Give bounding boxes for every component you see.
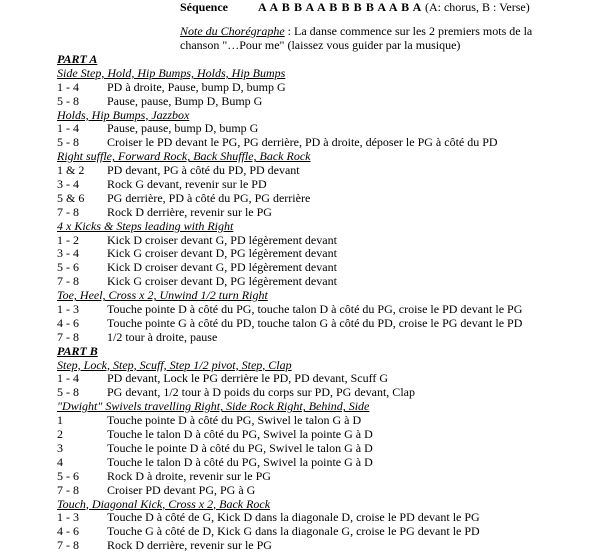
step-count: 1 - 2	[57, 232, 79, 247]
step-count: 1	[57, 413, 63, 428]
step-sheet	[57, 53, 597, 553]
step-description: Touche pointe D à côté du PG, touche talon D à côté du PG, croise le PD devant le PG	[107, 302, 523, 317]
sequence-row	[180, 0, 530, 14]
step-row	[57, 122, 597, 136]
step-count: 5 & 6	[57, 190, 85, 205]
step-count: 1 - 4	[57, 79, 79, 94]
step-count: 1 - 4	[57, 121, 79, 136]
section-heading: Right suffle, Forward Rock, Back Shuffle, Back Rock	[57, 149, 311, 164]
step-count: 3	[57, 440, 63, 455]
step-description: Rock D derrière, revenir sur le PG	[107, 538, 272, 553]
section-heading: Touch, Diagonal Kick, Cross x 2, Back Rock	[57, 496, 271, 511]
step-description: Kick G croiser devant D, PG légèrement devant	[107, 246, 337, 261]
step-row	[57, 95, 597, 109]
step-count: 5 - 8	[57, 93, 79, 108]
step-count: 7 - 8	[57, 204, 79, 219]
sequence-label: Séquence	[180, 0, 228, 14]
step-count: 5 - 8	[57, 385, 79, 400]
step-row	[57, 331, 597, 345]
step-description: Pause, pause, bump D, bump G	[107, 121, 259, 136]
step-row	[57, 372, 597, 386]
choreographer-note-label: Note du Chorégraphe	[180, 24, 285, 38]
step-description: 1/2 tour à droite, pause	[107, 329, 218, 344]
section-heading: 4 x Kicks & Steps leading with Right	[57, 218, 234, 233]
step-row	[57, 303, 597, 317]
step-count: 7 - 8	[57, 538, 79, 553]
step-description: Croiser le PD devant le PG, PG derrière, PD à droite, déposer le PG à côté du PD	[107, 135, 498, 150]
step-row	[57, 539, 597, 553]
step-count: 7 - 8	[57, 482, 79, 497]
step-row	[57, 261, 597, 275]
step-description: PG derrière, PD à côté du PG, PG derrière	[107, 190, 311, 205]
step-description: Touche le pointe D à côté du PG, Swivel le talon G à D	[107, 440, 373, 455]
step-count: 7 - 8	[57, 329, 79, 344]
sequence-value: A A B B A A B B B B A A B A	[258, 0, 422, 14]
step-description: Kick D croiser devant G, PD légèrement devant	[107, 260, 337, 275]
step-description: Touche le talon D à côté du PG, Swivel la pointe G à D	[107, 454, 373, 469]
step-count: 2	[57, 427, 63, 442]
step-row	[57, 484, 597, 498]
step-description: Touche le talon D à côté du PG, Swivel la pointe G à D	[107, 427, 373, 442]
step-count: 1 - 3	[57, 302, 79, 317]
step-description: PD à droite, Pause, bump D, bump G	[107, 79, 286, 94]
step-count: 5 - 8	[57, 135, 79, 150]
part-heading: PART B	[57, 343, 98, 358]
step-description: Rock D derrière, revenir sur le PG	[107, 204, 272, 219]
section-heading: Toe, Heel, Cross x 2, Unwind 1/2 turn Right	[57, 288, 268, 303]
step-count: 4 - 6	[57, 524, 79, 539]
step-row	[57, 470, 597, 484]
step-description: Croiser PD devant PG, PG à G	[107, 482, 256, 497]
step-count: 7 - 8	[57, 274, 79, 289]
step-description: PG devant, 1/2 tour à D poids du corps sur PD, PG devant, Clap	[107, 385, 415, 400]
section-heading: "Dwight" Swivels travelling Right, Side Rock Right, Behind, Side	[57, 399, 370, 414]
step-row	[57, 206, 597, 220]
step-count: 1 - 4	[57, 371, 79, 386]
step-description: Touche G à côté de D, Kick G dans la diagonale G, croise le PG devant le PD	[107, 524, 480, 539]
step-count: 1 - 3	[57, 510, 79, 525]
step-description: Touche pointe G à côté du PD, touche talon G à côté du PD, croise le PG devant le PD	[107, 315, 523, 330]
step-row	[57, 81, 597, 95]
choreographer-note	[180, 24, 540, 52]
step-description: Kick G croiser devant D, PG légèrement devant	[107, 274, 337, 289]
step-description: Touche D à côté de G, Kick D dans la diagonale D, croise le PD devant le PG	[107, 510, 480, 525]
part-heading: PART A	[57, 52, 98, 66]
step-row	[57, 525, 597, 539]
step-count: 1 & 2	[57, 163, 85, 178]
section-heading: Step, Lock, Step, Scuff, Step 1/2 pivot, Step, Clap	[57, 357, 292, 372]
section-heading: Side Step, Hold, Hip Bumps, Holds, Hip Bumps	[57, 65, 286, 80]
sequence-note: (A: chorus, B : Verse)	[424, 0, 530, 14]
step-count: 4 - 6	[57, 315, 79, 330]
step-row	[57, 428, 597, 442]
step-row	[57, 511, 597, 525]
step-description: Kick D croiser devant G, PD légèrement devant	[107, 232, 337, 247]
step-description: PD devant, Lock le PG derrière le PD, PD devant, Scuff G	[107, 371, 389, 386]
step-count: 5 - 6	[57, 260, 79, 275]
step-count: 5 - 6	[57, 468, 79, 483]
step-row	[57, 136, 597, 150]
step-row	[57, 178, 597, 192]
step-row	[57, 317, 597, 331]
choreographer-note-text: : La danse commence sur les 2 premiers mots de la chanson "…Pour me" (laissez vous guider par la musique)	[180, 24, 533, 52]
step-row	[57, 247, 597, 261]
step-count: 3 - 4	[57, 177, 79, 192]
step-count: 3 - 4	[57, 246, 79, 261]
step-row	[57, 414, 597, 428]
step-row	[57, 275, 597, 289]
step-description: PD devant, PG à côté du PD, PD devant	[107, 163, 300, 178]
step-description: Pause, pause, Bump D, Bump G	[107, 93, 263, 108]
step-row	[57, 456, 597, 470]
section-heading: Holds, Hip Bumps, Jazzbox	[57, 107, 190, 122]
step-count: 4	[57, 454, 63, 469]
step-description: Touche pointe D à côté du PG, Swivel le talon G à D	[107, 413, 362, 428]
step-row	[57, 192, 597, 206]
step-row	[57, 386, 597, 400]
step-row	[57, 234, 597, 248]
step-row	[57, 164, 597, 178]
step-row	[57, 442, 597, 456]
step-description: Rock G devant, revenir sur le PD	[107, 177, 267, 192]
step-description: Rock D à droite, revenir sur le PG	[107, 468, 271, 483]
